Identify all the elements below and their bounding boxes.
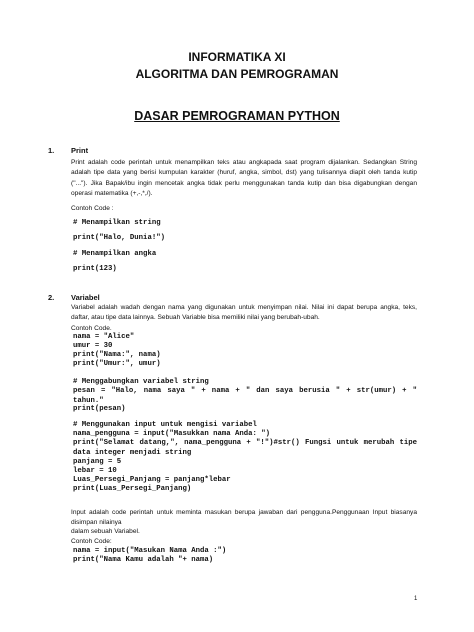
code-line: nama = "Alice" — [73, 333, 135, 341]
input-paragraph: Input adalah code perintah untuk meminta masukan berupa jawaban dari pengguna.Penggunaan Input biasanya disimpan nilainya — [71, 509, 417, 526]
code-line: nama_pengguna = input("Masukkan nama Anda: ") — [73, 430, 271, 438]
variabel-paragraph: Variabel adalah wadah dengan nama yang digunakan untuk menyimpan nilai. Nilai ini dapat berupa angka, teks, daftar, atau tipe data lainnya. Sebuah Variable bisa memiliki nilai yang berubah-ubah. — [71, 304, 417, 322]
print-code-line-2: print(123) — [73, 265, 117, 273]
input-paragraph-end: dalam sebuah Variabel. — [71, 528, 140, 535]
input-example-label: Contoh Code: — [71, 538, 112, 545]
page-number: 1 — [414, 596, 418, 602]
code-line: lebar = 10 — [73, 467, 117, 475]
code-line: print("Nama Kamu adalah "+ nama) — [73, 556, 214, 564]
code-line: panjang = 5 — [73, 458, 122, 466]
section-2-number: 2. — [48, 293, 55, 302]
page-subtitle: DASAR PEMROGRAMAN PYTHON — [134, 109, 340, 123]
code-comment: # Menggunakan input untuk mengisi variabel — [73, 421, 257, 429]
code-line: nama = input("Masukan Nama Anda :") — [73, 547, 227, 555]
section-1-number: 1. — [48, 146, 55, 155]
print-code-comment-1: # Menampilkan string — [73, 219, 161, 227]
code-line: umur = 30 — [73, 342, 113, 350]
code-wrapped-line: pesan = "Halo, nama saya " + nama + " dan saya berusia " + str(umur) + " tahun." — [73, 387, 417, 405]
code-line: print(Luas_Persegi_Panjang) — [73, 485, 192, 493]
variabel-example-label: Contoh Code. — [71, 325, 112, 332]
section-1-title: Print — [71, 146, 89, 155]
code-line: Luas_Persegi_Panjang = panjang*lebar — [73, 476, 231, 484]
print-code-line-1: print("Halo, Dunia!") — [73, 234, 165, 242]
code-wrapped-line: print("Selamat datang,", nama_pengguna + "!")#str() Fungsi untuk merubah tipe data integer menjadi string — [73, 439, 417, 457]
print-code-comment-2: # Menampilkan angka — [73, 250, 157, 258]
code-line: print("Nama:", nama) — [73, 351, 161, 359]
print-paragraph: Print adalah code perintah untuk menampilkan teks atau angkapada saat program dijalankan. Sedangkan String adalah tipe data yang berisi kumpulan karakter (huruf, angka, simbol, dst) yang tulisannya diapit oleh tanda kutip ("..."). Jika Bapak/ibu ingin mencetak angka tidak perlu menggunakan tanda kutip dan bisa digabungkan dengan operasi matematika (+,-,*,/). — [71, 159, 417, 197]
header-title-2: ALGORITMA DAN PEMROGRAMAN — [135, 67, 339, 81]
section-2-title: Variabel — [71, 293, 100, 302]
code-line: print("Umur:", umur) — [73, 360, 161, 368]
code-line: print(pesan) — [73, 405, 126, 413]
print-example-label: Contoh Code : — [71, 205, 114, 212]
header-title-1: INFORMATIKA XI — [188, 50, 286, 64]
code-comment: # Menggabungkan variabel string — [73, 378, 209, 386]
